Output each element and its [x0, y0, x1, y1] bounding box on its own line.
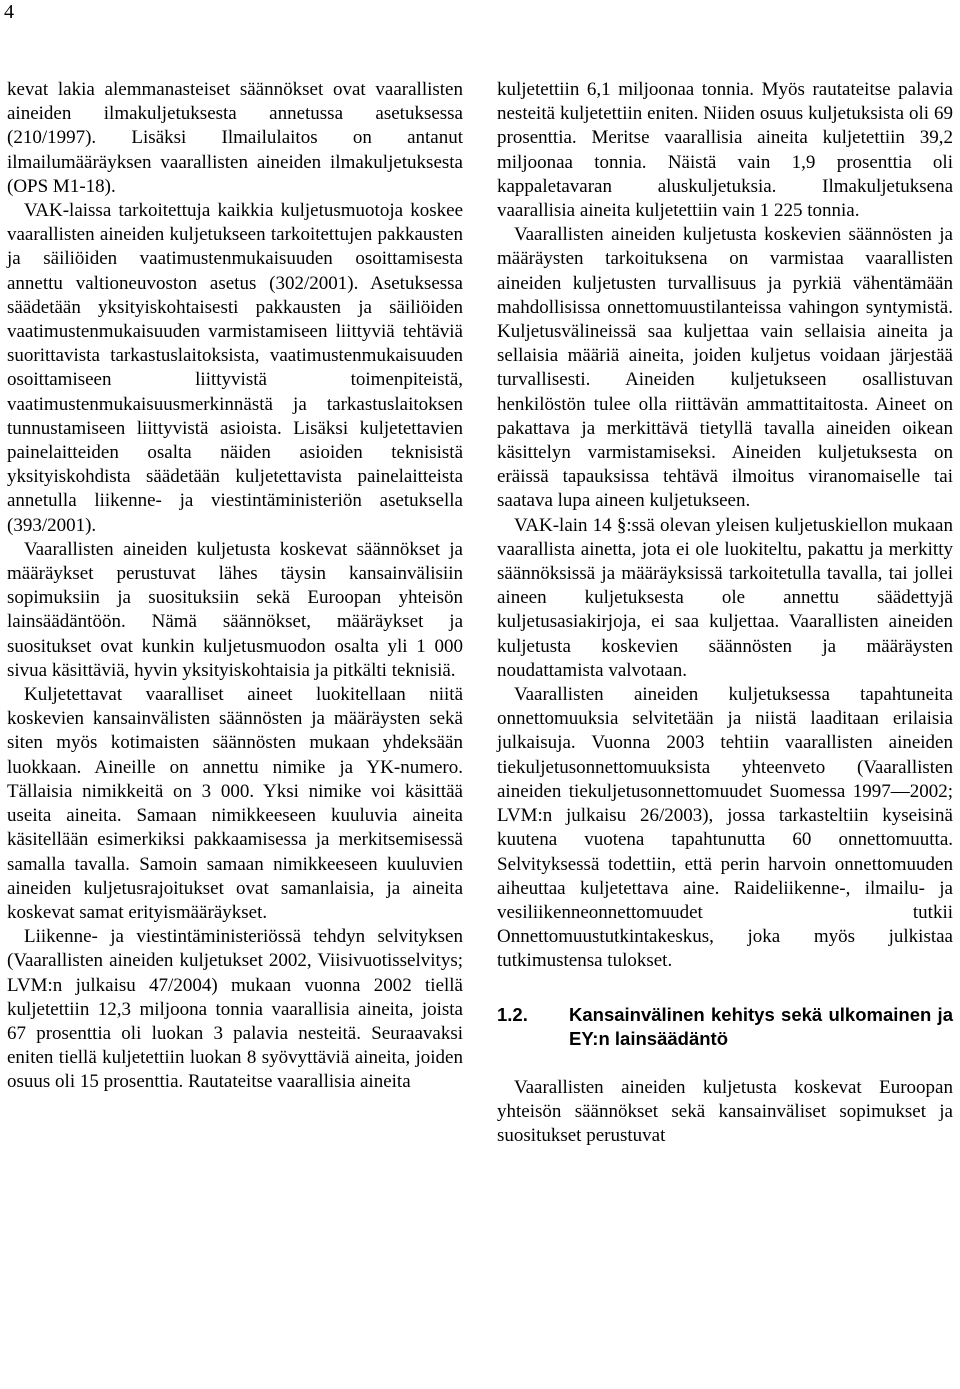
section-heading — [497, 1003, 953, 1051]
paragraph: kuljetettiin 6,1 miljoonaa tonnia. Myös rautateitse palavia nesteitä kuljetettiin eniten. Niiden osuus kuljetuksista oli 69 prosenttia. Meritse vaarallisia aineita kuljetettiin 39,2 miljoonaa tonnia. Näistä vain 1,9 prosenttia oli kappaletavaran aluskuljetuksia. Ilmakuljetuksena vaarallisia aineita kuljetettiin vain 1 225 tonnia. — [497, 79, 953, 222]
paragraph: Vaarallisten aineiden kuljetusta koskevien säännösten ja määräysten tarkoituksena on varmistaa vaarallisten aineiden kuljetusten turvallisuus ja pyrkiä vähentämään mahdollisissa onnettomuustilanteissa vahingon syntymistä. Kuljetusvälineissä saa kuljettaa vain sellaisia aineita ja sellaisia määriä aineita, joiden kuljetus voidaan järjestää turvallisesti. Aineiden kuljetukseen osallistuvan henkilöstön tulee olla riittävän ammattitaitosta. Aineet on pakattava ja merkittävä tietyllä tavalla aineiden oikean käsittelyn varmistamiseksi. Aineiden kuljetuksesta on eräissä tapauksissa tehtävä ilmoitus viranomaiselle tai saatava lupa aineen kuljetukseen. — [497, 224, 953, 512]
paragraph: VAK-lain 14 §:ssä olevan yleisen kuljetuskiellon mukaan vaarallista ainetta, jota ei ole luokiteltu, pakattu ja merkitty säännöksissä ja määräyksissä tarkoitetulla tavalla, tai jollei aineen kuljetuksesta ole annettu säädettyjä kuljetusasiakirjoja, ei saa kuljettaa. Vaarallisten aineiden kuljetusta koskevien säännösten ja määräysten noudattamista valvotaan. — [497, 514, 953, 681]
left-column — [7, 78, 463, 1095]
paragraph: Kuljetettavat vaaralliset aineet luokitellaan niitä koskevien kansainvälisten säännösten ja määräysten sekä siten myös kotimaisten säännösten mukaan yhdeksään luokkaan. Aineille on annettu nimike ja YK-numero. Tällaisia nimikkeitä on 3 000. Yksi nimike voi käsittää useita aineita. Samaan nimikkeeseen kuuluvia aineita käsitellään esimerkiksi pakkaamisessa ja merkitsemisessä samalla tavalla. Samoin samaan nimikkeeseen kuuluvien aineiden kuljetusrajoitukset ovat samanlaisia, ja aineita koskevat samat erityismääräykset. — [7, 684, 463, 923]
page-number: 4 — [4, 1, 14, 23]
paragraph: Liikenne- ja viestintäministeriössä tehdyn selvityksen (Vaarallisten aineiden kuljetukset 2002, Viisivuotisselvitys; LVM:n julkaisu 47/2004) mukaan vuonna 2002 tiellä kuljetettiin 12,3 miljoona tonnia vaarallisia aineita, joista 67 prosenttia oli luokan 3 palavia nesteitä. Seuraavaksi eniten tiellä kuljetettiin luokan 8 syövyttäviä aineita, joiden osuus oli 15 prosenttia. Rautateitse vaarallisia aineita — [7, 926, 463, 1093]
section-number: 1.2. — [497, 1003, 528, 1025]
paragraph: Vaarallisten aineiden kuljetusta koskevat säännökset ja määräykset perustuvat lähes täysin kansainvälisiin sopimuksiin ja suosituksiin sekä Euroopan yhteisön lainsäädäntöön. Nämä säännökset, määräykset ja suositukset ovat kunkin kuljetusmuodon osalta yli 1 000 sivua käsittäviä, hyvin yksityiskohtaisia ja pitkälti teknisiä. — [7, 538, 463, 681]
paragraph: Vaarallisten aineiden kuljetusta koskevat Euroopan yhteisön säännökset sekä kansainväliset sopimukset ja suositukset perustuvat — [497, 1076, 953, 1146]
right-column — [497, 78, 953, 1148]
paragraph: Vaarallisten aineiden kuljetuksessa tapahtuneita onnettomuuksia selvitetään ja niistä laaditaan erilaisia julkaisuja. Vuonna 2003 tehtiin vaarallisten aineiden tiekuljetusonnettomuuksista yhteenveto (Vaarallisten aineiden tiekuljetusonnettomuudet Suomessa 1997—2002; LVM:n julkaisu 26/2003), jossa tarkasteltiin kyseisinä kuutena vuotena tapahtunutta 60 onnettomuutta. Selvityksessä todettiin, että perin harvoin onnettomuuden aiheuttaa kuljetettava aine. Raideliikenne-, ilmailu- ja vesiliikenneonnettomuudet tutkii Onnettomuustutkintakeskus, joka myös julkistaa tutkimustensa tulokset. — [497, 684, 953, 972]
paragraph: VAK-laissa tarkoitettuja kaikkia kuljetusmuotoja koskee vaarallisten aineiden kuljetukseen tarkoitettujen pakkausten ja säiliöiden vaatimustenmukaisuuden osoittamisesta annettu valtioneuvoston asetus (302/2001). Asetuksessa säädetään yksityiskohtaisesti pakkausten ja säiliöiden vaatimustenmukaisuuden varmistamiseen liittyviä tehtäviä suorittavista tarkastuslaitoksista, vaatimustenmukaisuuden osoittamiseen liittyvistä toimenpiteistä, vaatimustenmukaisuusmerkinnästä ja tarkastuslaitoksen tunnustamiseen liittyvistä asioista. Lisäksi kuljetettavien painelaitteiden osalta näiden asioiden teknisistä yksityiskohdista säädetään kuljetettavista painelaitteista annetulla liikenne- ja viestintäministeriön asetuksella (393/2001). — [7, 200, 463, 536]
paragraph: kevat lakia alemmanasteiset säännökset ovat vaarallisten aineiden ilmakuljetuksesta annetussa asetuksessa (210/1997). Lisäksi Ilmailulaitos on antanut ilmailumääräyksen vaarallisten aineiden ilmakuljetuksesta (OPS M1-18). — [7, 79, 463, 197]
section-title: Kansainvälinen kehitys sekä ulkomainen ja EY:n lainsäädäntö — [569, 1003, 953, 1049]
